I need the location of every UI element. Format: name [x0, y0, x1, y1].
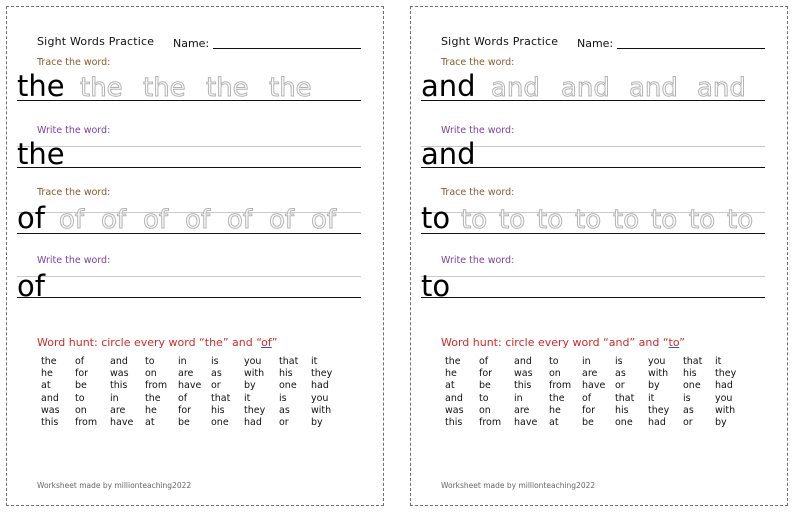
write-label: Write the word:: [37, 125, 111, 136]
word-hunt-cell[interactable]: as: [683, 404, 694, 416]
trace-word: of: [185, 205, 211, 235]
trace-word: of: [269, 205, 295, 235]
word-hunt-cell[interactable]: they: [715, 368, 737, 380]
word-hunt-cell[interactable]: the: [145, 392, 161, 404]
word-hunt-cell[interactable]: with: [715, 404, 736, 416]
word-hunt-cell[interactable]: was: [445, 404, 464, 416]
word-hunt-cell[interactable]: by: [648, 380, 660, 392]
word-hunt-cell[interactable]: have: [110, 417, 134, 428]
trace-word: and: [491, 73, 540, 103]
word-hunt-cell[interactable]: on: [145, 368, 157, 380]
word-hunt-cell[interactable]: of: [582, 392, 592, 404]
word-hunt-cell[interactable]: at: [145, 417, 155, 428]
word-hunt-cell[interactable]: from: [549, 380, 572, 392]
word-hunt-cell[interactable]: on: [549, 368, 561, 380]
trace-label: Trace the word:: [37, 57, 111, 68]
word-hunt-cell[interactable]: be: [582, 417, 594, 428]
footer-credit: Worksheet made by millionteaching2022: [37, 481, 192, 490]
word-hunt-cell[interactable]: have: [514, 417, 538, 428]
word-hunt-cell[interactable]: had: [715, 380, 733, 392]
trace-word: the: [206, 73, 249, 103]
word-hunt-cell[interactable]: this: [445, 417, 463, 428]
word-hunt-cell[interactable]: and: [41, 392, 59, 404]
word-hunt-cell[interactable]: it: [648, 392, 655, 404]
word-hunt-cell[interactable]: in: [110, 392, 119, 404]
word-hunt-cell[interactable]: for: [582, 404, 596, 416]
word-hunt-cell[interactable]: was: [110, 368, 129, 380]
word-hunt-cell[interactable]: of: [75, 356, 85, 367]
word-hunt-cell[interactable]: he: [445, 368, 457, 380]
word-hunt-cell[interactable]: he: [549, 404, 561, 416]
word-hunt-cell[interactable]: you: [648, 356, 666, 367]
word-hunt-cell[interactable]: his: [211, 404, 225, 416]
word-hunt-cell[interactable]: as: [615, 368, 626, 380]
trace-word: of: [311, 205, 337, 235]
word-hunt-cell[interactable]: it: [244, 392, 251, 404]
worksheet-and-to: [410, 6, 788, 506]
word-hunt-cell[interactable]: or: [211, 380, 221, 392]
worksheet-the-of: [6, 6, 384, 506]
word-hunt-cell[interactable]: by: [244, 380, 256, 392]
word-hunt-cell[interactable]: from: [145, 380, 168, 392]
name-label: Name:: [173, 37, 210, 50]
word-hunt-cell[interactable]: that: [279, 356, 299, 367]
word-hunt-cell[interactable]: they: [311, 368, 333, 380]
word-hunt-cell[interactable]: is: [615, 356, 623, 367]
word-hunt-cell[interactable]: for: [479, 368, 493, 380]
word-hunt-cell[interactable]: they: [648, 404, 670, 416]
word-hunt-cell[interactable]: from: [479, 417, 502, 428]
word-hunt-cell[interactable]: as: [279, 404, 290, 416]
word-hunt-cell[interactable]: from: [75, 417, 98, 428]
word-hunt-cell[interactable]: this: [41, 417, 59, 428]
write-label: Write the word:: [441, 255, 515, 266]
hunt-target-word: of: [261, 336, 272, 349]
word-hunt-cell[interactable]: they: [244, 404, 266, 416]
trace-word: the: [80, 73, 123, 103]
trace-word: to: [499, 205, 526, 235]
word-hunt-cell[interactable]: one: [615, 417, 633, 428]
model-word: and: [421, 137, 476, 171]
trace-word: to: [461, 205, 488, 235]
word-hunt-cell[interactable]: be: [75, 380, 87, 392]
write-label: Write the word:: [441, 125, 515, 136]
write-row: [17, 133, 361, 173]
word-hunt-cell[interactable]: is: [211, 356, 219, 367]
word-hunt-cell[interactable]: that: [211, 392, 231, 404]
word-hunt-cell[interactable]: at: [445, 380, 455, 392]
trace-row: [17, 199, 361, 239]
name-line: [617, 48, 765, 49]
trace-word: to: [537, 205, 564, 235]
word-hunt-cell[interactable]: was: [514, 368, 533, 380]
trace-word: and: [697, 73, 746, 103]
word-hunt-cell[interactable]: is: [683, 392, 691, 404]
word-hunt-cell[interactable]: is: [279, 392, 287, 404]
word-hunt-cell[interactable]: it: [715, 356, 722, 367]
word-hunt-cell[interactable]: with: [311, 404, 332, 416]
word-hunt-cell[interactable]: or: [683, 417, 693, 428]
word-hunt-cell[interactable]: in: [178, 356, 187, 367]
word-hunt-cell[interactable]: or: [279, 417, 289, 428]
write-row: [421, 263, 765, 303]
write-row: [421, 133, 765, 173]
trace-word: the: [143, 73, 186, 103]
word-hunt-cell[interactable]: one: [211, 417, 229, 428]
word-hunt-cell[interactable]: his: [615, 404, 629, 416]
word-hunt-cell[interactable]: are: [110, 404, 126, 416]
trace-word: to: [689, 205, 716, 235]
word-hunt-cell[interactable]: are: [582, 368, 598, 380]
word-hunt-cell[interactable]: or: [615, 380, 625, 392]
name-label: Name:: [577, 37, 614, 50]
model-word: of: [17, 201, 45, 235]
trace-word: of: [227, 205, 253, 235]
word-hunt-cell[interactable]: this: [110, 380, 128, 392]
word-hunt-cell[interactable]: you: [244, 356, 262, 367]
trace-word: the: [269, 73, 312, 103]
word-hunt-cell[interactable]: he: [145, 404, 157, 416]
word-hunt-cell[interactable]: to: [75, 392, 85, 404]
word-hunt-cell[interactable]: at: [549, 417, 559, 428]
trace-label: Trace the word:: [441, 57, 515, 68]
model-word: the: [17, 69, 65, 103]
trace-word: and: [561, 73, 610, 103]
word-hunt-cell[interactable]: on: [479, 404, 491, 416]
model-word: of: [17, 269, 45, 303]
word-hunt-cell[interactable]: was: [41, 404, 60, 416]
word-hunt-cell[interactable]: for: [178, 404, 192, 416]
word-hunt-cell[interactable]: one: [683, 380, 701, 392]
write-row: [17, 263, 361, 303]
word-hunt-cell[interactable]: for: [75, 368, 89, 380]
trace-word: to: [613, 205, 640, 235]
write-label: Write the word:: [37, 255, 111, 266]
model-word: to: [421, 201, 451, 235]
word-hunt-cell[interactable]: had: [244, 417, 262, 428]
word-hunt-cell[interactable]: are: [178, 368, 194, 380]
word-hunt-cell[interactable]: that: [683, 356, 703, 367]
model-word: and: [421, 69, 476, 103]
word-hunt-cell[interactable]: in: [582, 356, 591, 367]
trace-row: [421, 199, 765, 239]
word-hunt-cell[interactable]: have: [582, 380, 606, 392]
trace-word: to: [727, 205, 754, 235]
word-hunt-cell[interactable]: you: [715, 392, 733, 404]
word-hunt-cell[interactable]: be: [479, 380, 491, 392]
hunt-target-word: to: [668, 336, 680, 349]
trace-label: Trace the word:: [441, 187, 515, 198]
worksheet-title: Sight Words Practice: [441, 35, 559, 48]
word-hunt-cell[interactable]: are: [514, 404, 530, 416]
word-hunt-title: Word hunt: circle every word “the” and “of”: [37, 336, 278, 349]
word-hunt-cell[interactable]: that: [615, 392, 635, 404]
word-hunt-cell[interactable]: his: [279, 368, 293, 380]
trace-word: of: [143, 205, 169, 235]
word-hunt-cell[interactable]: on: [75, 404, 87, 416]
trace-label: Trace the word:: [37, 187, 111, 198]
word-hunt-cell[interactable]: you: [311, 392, 329, 404]
word-hunt-cell[interactable]: in: [514, 392, 523, 404]
name-line: [213, 48, 361, 49]
word-hunt-cell[interactable]: as: [211, 368, 222, 380]
word-hunt-cell[interactable]: with: [648, 368, 669, 380]
word-hunt-cell[interactable]: have: [178, 380, 202, 392]
trace-word: of: [101, 205, 127, 235]
trace-word: and: [629, 73, 678, 103]
word-hunt-cell[interactable]: be: [178, 417, 190, 428]
trace-word: to: [575, 205, 602, 235]
trace-row: [17, 69, 361, 109]
footer-credit: Worksheet made by millionteaching2022: [441, 481, 596, 490]
word-hunt-cell[interactable]: and: [445, 392, 463, 404]
word-hunt-cell[interactable]: the: [41, 356, 57, 367]
word-hunt-cell[interactable]: of: [178, 392, 188, 404]
word-hunt-cell[interactable]: had: [311, 380, 329, 392]
word-hunt-title: Word hunt: circle every word “and” and “to”: [441, 336, 685, 349]
model-word: the: [17, 137, 65, 171]
word-hunt-cell[interactable]: at: [41, 380, 51, 392]
word-hunt-cell[interactable]: to: [145, 356, 155, 367]
trace-row: [421, 69, 765, 109]
word-hunt-cell[interactable]: the: [445, 356, 461, 367]
word-hunt-cell[interactable]: his: [683, 368, 697, 380]
word-hunt-cell[interactable]: and: [110, 356, 128, 367]
word-hunt-cell[interactable]: by: [715, 417, 727, 428]
word-hunt-cell[interactable]: of: [479, 356, 489, 367]
word-hunt-cell[interactable]: he: [41, 368, 53, 380]
word-hunt-cell[interactable]: this: [514, 380, 532, 392]
word-hunt-cell[interactable]: with: [244, 368, 265, 380]
word-hunt-cell[interactable]: and: [514, 356, 532, 367]
trace-word: to: [651, 205, 678, 235]
trace-word: of: [59, 205, 85, 235]
worksheet-title: Sight Words Practice: [37, 35, 155, 48]
model-word: to: [421, 269, 451, 303]
word-hunt-cell[interactable]: the: [549, 392, 565, 404]
word-hunt-cell[interactable]: by: [311, 417, 323, 428]
word-hunt-cell[interactable]: to: [479, 392, 489, 404]
word-hunt-cell[interactable]: it: [311, 356, 318, 367]
word-hunt-cell[interactable]: had: [648, 417, 666, 428]
word-hunt-cell[interactable]: one: [279, 380, 297, 392]
word-hunt-cell[interactable]: to: [549, 356, 559, 367]
